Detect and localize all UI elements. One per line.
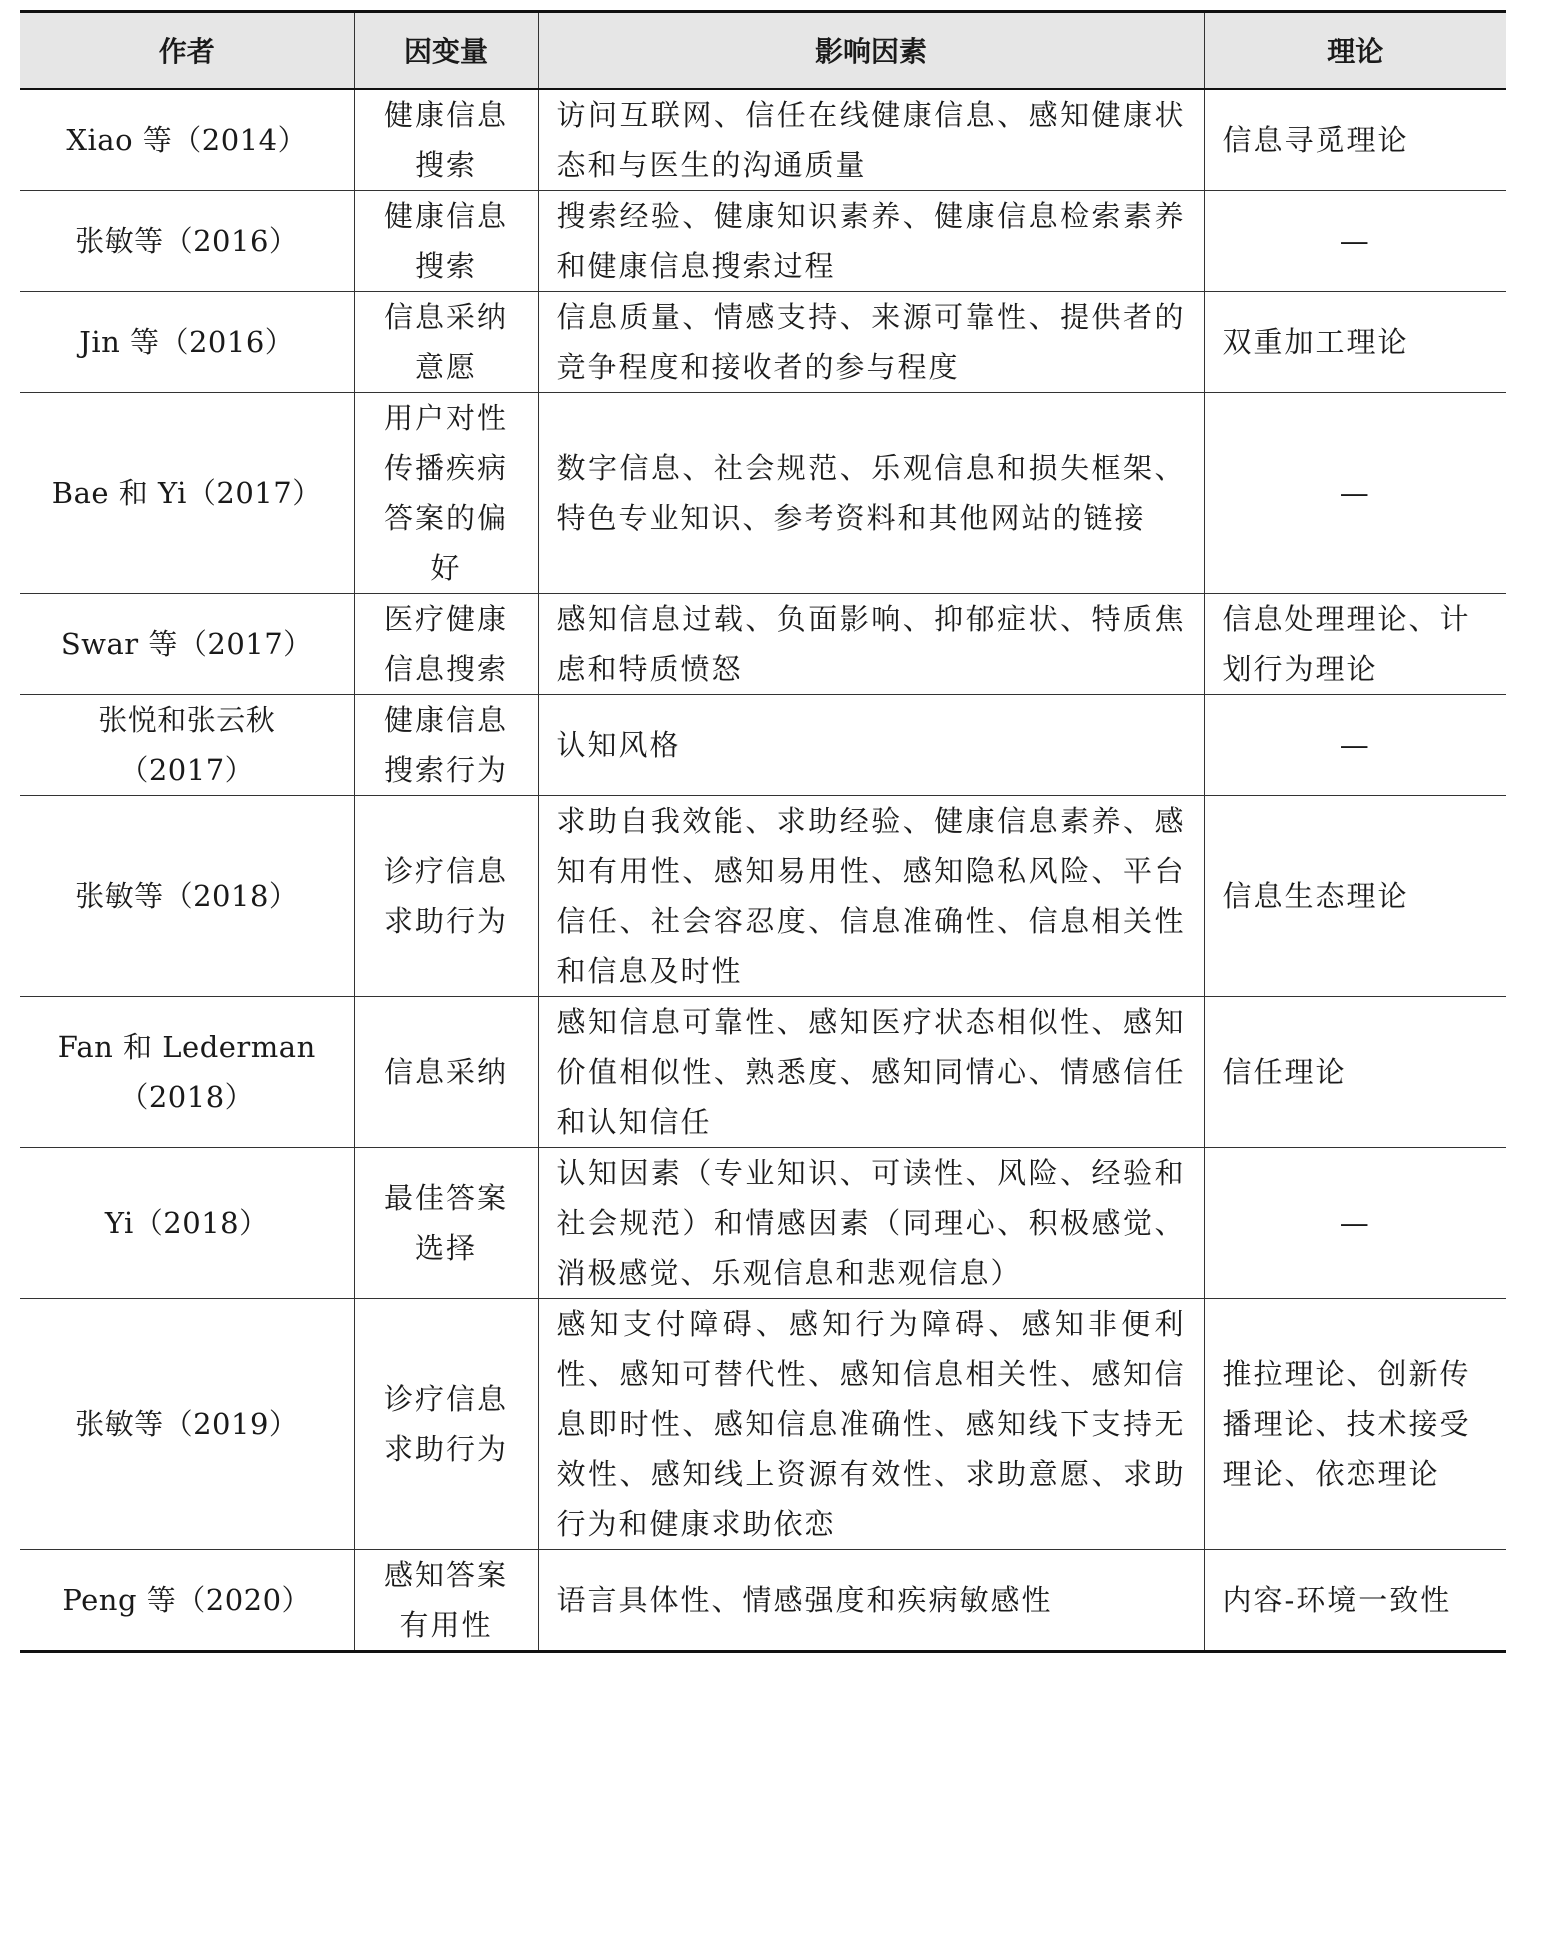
dependent-variable-cell: 诊疗信息求助行为 <box>354 795 538 996</box>
column-header-factors: 影响因素 <box>538 12 1204 89</box>
dependent-variable-cell: 感知答案有用性 <box>354 1549 538 1651</box>
table-header <box>20 12 1506 89</box>
factors-cell: 认知风格 <box>538 694 1204 795</box>
dependent-variable-cell: 用户对性传播疾病答案的偏好 <box>354 392 538 593</box>
table-row <box>20 1549 1506 1651</box>
factors-cell: 感知支付障碍、感知行为障碍、感知非便利性、感知可替代性、感知信息相关性、感知信息即时性、感知信息准确性、感知线下支持无效性、感知线上资源有效性、求助意愿、求助行为和健康求助依恋 <box>538 1298 1204 1549</box>
factors-cell: 求助自我效能、求助经验、健康信息素养、感知有用性、感知易用性、感知隐私风险、平台信任、社会容忍度、信息准确性、信息相关性和信息及时性 <box>538 795 1204 996</box>
author-cell: Jin 等（2016） <box>20 291 354 392</box>
theory-cell: 推拉理论、创新传播理论、技术接受理论、依恋理论 <box>1204 1298 1506 1549</box>
theory-cell: 信任理论 <box>1204 996 1506 1147</box>
factors-cell: 感知信息过载、负面影响、抑郁症状、特质焦虑和特质愤怒 <box>538 593 1204 694</box>
author-cell: Bae 和 Yi（2017） <box>20 392 354 593</box>
table-row <box>20 392 1506 593</box>
author-cell: 张敏等（2016） <box>20 190 354 291</box>
factors-cell: 语言具体性、情感强度和疾病敏感性 <box>538 1549 1204 1651</box>
factors-cell: 访问互联网、信任在线健康信息、感知健康状态和与医生的沟通质量 <box>538 89 1204 191</box>
column-header-dependent-variable: 因变量 <box>354 12 538 89</box>
factors-cell: 认知因素（专业知识、可读性、风险、经验和社会规范）和情感因素（同理心、积极感觉、消极感觉、乐观信息和悲观信息） <box>538 1147 1204 1298</box>
column-header-author: 作者 <box>158 35 215 69</box>
table-row <box>20 593 1506 694</box>
theory-cell: — <box>1204 694 1506 795</box>
author-cell: Peng 等（2020） <box>20 1549 354 1651</box>
theory-cell: — <box>1204 190 1506 291</box>
dependent-variable-cell: 诊疗信息求助行为 <box>354 1298 538 1549</box>
dependent-variable-cell: 信息采纳 <box>354 996 538 1147</box>
factors-cell: 感知信息可靠性、感知医疗状态相似性、感知价值相似性、熟悉度、感知同情心、情感信任和认知信任 <box>538 996 1204 1147</box>
theory-cell: — <box>1204 392 1506 593</box>
author-cell: Swar 等（2017） <box>20 593 354 694</box>
dependent-variable-cell: 健康信息搜索行为 <box>354 694 538 795</box>
theory-cell: 信息寻觅理论 <box>1204 89 1506 191</box>
dependent-variable-cell: 健康信息搜索 <box>354 190 538 291</box>
theory-cell: 信息生态理论 <box>1204 795 1506 996</box>
table-row <box>20 1298 1506 1549</box>
table-row <box>20 1147 1506 1298</box>
factors-cell: 信息质量、情感支持、来源可靠性、提供者的竞争程度和接收者的参与程度 <box>538 291 1204 392</box>
author-cell: 张悦和张云秋（2017） <box>20 694 354 795</box>
author-cell: 张敏等（2018） <box>20 795 354 996</box>
theory-cell: — <box>1204 1147 1506 1298</box>
table-body <box>20 89 1506 1652</box>
literature-table <box>20 10 1506 1653</box>
header-row <box>20 12 1506 89</box>
table-row <box>20 795 1506 996</box>
table-row <box>20 190 1506 291</box>
factors-cell: 搜索经验、健康知识素养、健康信息检索素养和健康信息搜索过程 <box>538 190 1204 291</box>
factors-cell: 数字信息、社会规范、乐观信息和损失框架、特色专业知识、参考资料和其他网站的链接 <box>538 392 1204 593</box>
table-row <box>20 291 1506 392</box>
theory-cell: 内容-环境一致性 <box>1204 1549 1506 1651</box>
author-cell: 张敏等（2019） <box>20 1298 354 1549</box>
table-row <box>20 694 1506 795</box>
table-row <box>20 996 1506 1147</box>
literature-table-container <box>20 10 1506 1653</box>
author-cell: Xiao 等（2014） <box>20 89 354 191</box>
author-cell: Yi（2018） <box>20 1147 354 1298</box>
dependent-variable-cell: 信息采纳意愿 <box>354 291 538 392</box>
theory-cell: 信息处理理论、计划行为理论 <box>1204 593 1506 694</box>
theory-cell: 双重加工理论 <box>1204 291 1506 392</box>
dependent-variable-cell: 医疗健康信息搜索 <box>354 593 538 694</box>
dependent-variable-cell: 健康信息搜索 <box>354 89 538 191</box>
table-row <box>20 89 1506 191</box>
author-cell: Fan 和 Lederman（2018） <box>20 996 354 1147</box>
dependent-variable-cell: 最佳答案选择 <box>354 1147 538 1298</box>
column-header-theory: 理论 <box>1204 12 1506 89</box>
